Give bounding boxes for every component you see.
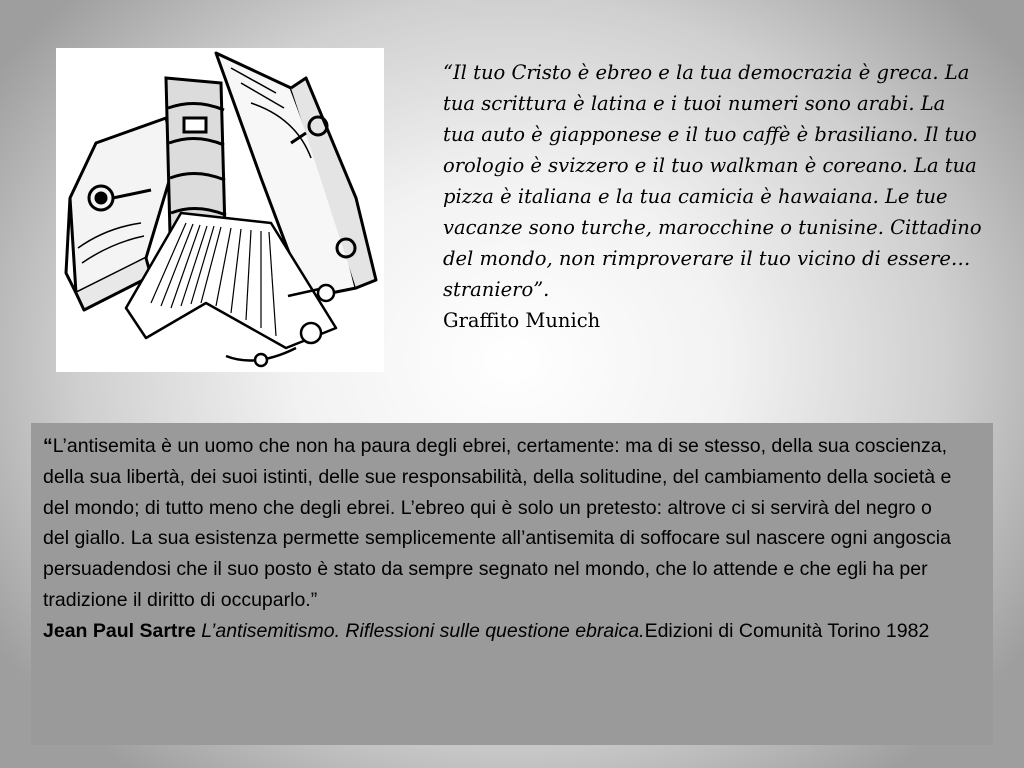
bottom-quote-text: L’antisemita è un uomo che non ha paura degli ebrei, certamente: ma di se stesso, della sua coscienza, della sua libertà, dei suoi istinti, delle sue responsabilità, della solitudine, del cambiamento della società e del mondo; di tutto meno che degli ebrei. L’ebreo qui è solo un pretesto: altrove ci si servirà del negro o del giallo. La sua esistenza permette semplicemente all’antisemita di soffocare sul nascere ogni angoscia persuadendosi che il suo posto è stato da sempre segnato nel mondo, che lo attende e che egli ha per tradizione il diritto di occuparlo.” <box>43 435 952 611</box>
citation-publisher: Edizioni di Comunità Torino 1982 <box>644 619 930 642</box>
old-books-illustration <box>56 48 384 372</box>
bottom-quote-open-mark: “ <box>43 435 53 457</box>
bottom-quote-body <box>43 431 963 616</box>
citation-book-title: L’antisemitismo. Riflessioni sulle questione ebraica. <box>201 619 645 642</box>
citation-author: Jean Paul Sartre <box>43 619 196 642</box>
top-quote-text: “Il tuo Cristo è ebreo e la tua democrazia è greca. La tua scrittura è latina e i tuoi numeri sono arabi. La tua auto è giapponese e il tuo caffè è brasiliano. Il tuo orologio è svizzero e il tuo walkman è coreano. La tua pizza è italiana e la tua camicia è hawaiana. Le tue vacanze sono turche, marocchine o tunisine. Cittadino del mondo, non rimproverare il tuo vicino di essere…straniero”. <box>443 61 982 301</box>
old-books-illustration-icon <box>56 48 384 372</box>
top-quote-attribution: Graffito Munich <box>443 309 601 332</box>
top-quote <box>443 57 983 336</box>
bottom-quote-citation <box>43 616 963 647</box>
bottom-quote-box <box>31 423 993 745</box>
